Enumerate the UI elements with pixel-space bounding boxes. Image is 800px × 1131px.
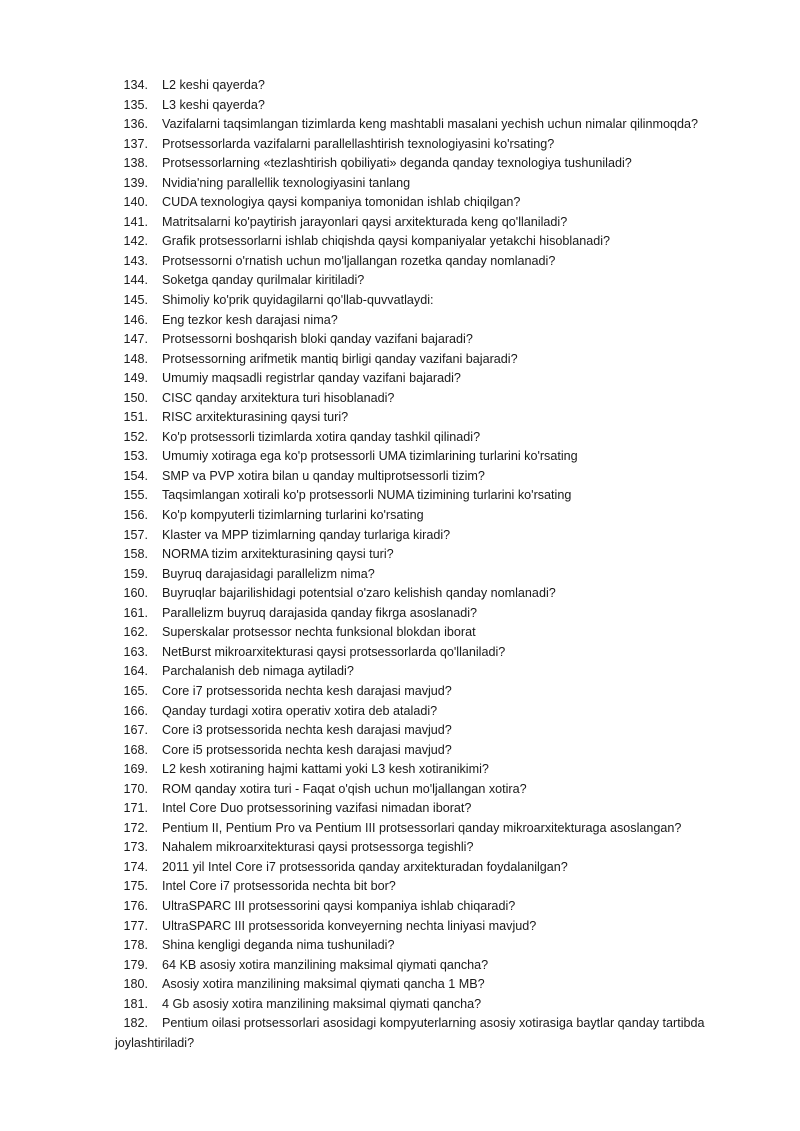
question-text: Superskalar protsessor nechta funksional blokdan iborat <box>162 625 476 640</box>
question-text: Vazifalarni taqsimlangan tizimlarda keng mashtabli masalani yechish uchun nimalar qilinmoqda? <box>162 117 698 132</box>
question-number: 150. <box>123 390 148 405</box>
question-item <box>0 565 800 585</box>
question-number: 144. <box>123 273 148 288</box>
question-number: 152. <box>123 429 148 444</box>
question-text: Nvidia'ning parallellik texnologiyasini tanlang <box>162 175 411 190</box>
question-number: 180. <box>123 977 148 992</box>
question-number: 138. <box>123 156 148 171</box>
question-text: Parallelizm buyruq darajasida qanday fikrga asoslanadi? <box>162 605 478 620</box>
question-number: 155. <box>123 488 148 503</box>
question-number: 168. <box>123 742 148 757</box>
question-item <box>0 917 800 937</box>
question-number: 160. <box>123 586 148 601</box>
question-item <box>0 897 800 917</box>
question-text: 4 Gb asosiy xotira manzilining maksimal qiymati qancha? <box>162 996 482 1011</box>
question-number: 142. <box>123 234 148 249</box>
question-item <box>0 623 800 643</box>
question-item <box>0 741 800 761</box>
question-number: 171. <box>123 801 148 816</box>
question-item <box>0 838 800 858</box>
question-item <box>0 819 800 839</box>
question-number: 166. <box>123 703 148 718</box>
question-number: 156. <box>123 508 148 523</box>
question-item <box>0 369 800 389</box>
question-number: 170. <box>123 781 148 796</box>
question-item <box>0 428 800 448</box>
question-item <box>0 643 800 663</box>
question-number: 177. <box>123 918 148 933</box>
question-item <box>0 232 800 252</box>
question-text: Protsessorlarning «tezlashtirish qobiliyati» deganda qanday texnologiya tushuniladi? <box>162 156 632 171</box>
question-item <box>0 662 800 682</box>
question-number: 167. <box>123 723 148 738</box>
question-number: 136. <box>123 117 148 132</box>
question-text: Shimoliy ko'prik quyidagilarni qo'llab-quvvatlaydi: <box>162 293 434 308</box>
question-number: 157. <box>123 527 148 542</box>
question-item <box>0 1014 800 1053</box>
question-number: 135. <box>123 97 148 112</box>
question-item <box>0 350 800 370</box>
question-text: L2 kesh xotiraning hajmi kattami yoki L3 kesh xotiranikimi? <box>162 762 489 777</box>
question-number: 182. <box>123 1016 148 1031</box>
question-item <box>0 995 800 1015</box>
question-item <box>0 506 800 526</box>
question-item <box>0 486 800 506</box>
question-number: 141. <box>123 214 148 229</box>
question-item <box>0 467 800 487</box>
question-number: 181. <box>123 996 148 1011</box>
question-text: 2011 yil Intel Core i7 protsessorida qanday arxitekturadan foydalanilgan? <box>162 859 568 874</box>
question-text: Core i3 protsessorida nechta kesh darajasi mavjud? <box>162 723 452 738</box>
question-item <box>0 447 800 467</box>
question-text: Intel Core Duo protsessorining vazifasi nimadan iborat? <box>162 801 472 816</box>
question-text: Protsessorning arifmetik mantiq birligi qanday vazifani bajaradi? <box>162 351 518 366</box>
question-item <box>0 135 800 155</box>
question-text: Pentium II, Pentium Pro va Pentium III protsessorlari qanday mikroarxitekturaga asoslangan? <box>162 820 682 835</box>
question-item <box>0 975 800 995</box>
question-text: Buyruq darajasidagi parallelizm nima? <box>162 566 375 581</box>
question-text: 64 KB asosiy xotira manzilining maksimal qiymati qancha? <box>162 957 489 972</box>
question-item <box>0 330 800 350</box>
question-item <box>0 682 800 702</box>
question-text: Protsessorni boshqarish bloki qanday vazifani bajaradi? <box>162 332 473 347</box>
question-text: RISC arxitekturasining qaysi turi? <box>162 410 349 425</box>
question-number: 147. <box>123 332 148 347</box>
question-text: Grafik protsessorlarni ishlab chiqishda qaysi kompaniyalar yetakchi hisoblanadi? <box>162 234 611 249</box>
question-item <box>0 96 800 116</box>
question-text: NORMA tizim arxitekturasining qaysi turi? <box>162 547 394 562</box>
question-item <box>0 702 800 722</box>
question-item <box>0 115 800 135</box>
question-number: 153. <box>123 449 148 464</box>
question-text: Pentium oilasi protsessorlari asosidagi kompyuterlarning asosiy xotirasiga baytlar qanday tartibda joylashtiriladi? <box>115 1016 705 1050</box>
question-item <box>0 76 800 96</box>
question-text: SMP va PVP xotira bilan u qanday multiprotsessorli tizim? <box>162 468 485 483</box>
question-number: 172. <box>123 820 148 835</box>
question-number: 159. <box>123 566 148 581</box>
question-item <box>0 799 800 819</box>
question-number: 148. <box>123 351 148 366</box>
question-number: 169. <box>123 762 148 777</box>
question-number: 145. <box>123 293 148 308</box>
question-text: Umumiy xotiraga ega ko'p protsessorli UMA tizimlarining turlarini ko'rsating <box>162 449 578 464</box>
question-item <box>0 584 800 604</box>
question-item <box>0 545 800 565</box>
question-text: Shina kengligi deganda nima tushuniladi? <box>162 938 395 953</box>
question-item <box>0 760 800 780</box>
question-number: 137. <box>123 136 148 151</box>
question-text: L2 keshi qayerda? <box>162 78 265 92</box>
question-item <box>0 408 800 428</box>
question-text: Nahalem mikroarxitekturasi qaysi protsessorga tegishli? <box>162 840 474 855</box>
question-text: Core i5 protsessorida nechta kesh darajasi mavjud? <box>162 742 452 757</box>
question-text: Ko'p protsessorli tizimlarda xotira qanday tashkil qilinadi? <box>162 429 481 444</box>
question-text: Qanday turdagi xotira operativ xotira deb ataladi? <box>162 703 438 718</box>
question-item <box>0 291 800 311</box>
question-text: Soketga qanday qurilmalar kiritiladi? <box>162 273 365 288</box>
question-item <box>0 311 800 331</box>
question-item <box>0 780 800 800</box>
question-item <box>0 858 800 878</box>
question-number: 174. <box>123 859 148 874</box>
question-text: CUDA texnologiya qaysi kompaniya tomonidan ishlab chiqilgan? <box>162 195 521 210</box>
question-item <box>0 389 800 409</box>
question-text: Taqsimlangan xotirali ko'p protsessorli NUMA tizimining turlarini ko'rsating <box>162 488 572 503</box>
question-number: 139. <box>123 175 148 190</box>
question-item <box>0 252 800 272</box>
question-text: ROM qanday xotira turi - Faqat o'qish uchun mo'ljallangan xotira? <box>162 781 527 796</box>
question-text: Matritsalarni ko'paytirish jarayonlari qaysi arxitekturada keng qo'llaniladi? <box>162 214 568 229</box>
question-text: Umumiy maqsadli registrlar qanday vazifani bajaradi? <box>162 371 461 386</box>
question-number: 176. <box>123 898 148 913</box>
question-item <box>0 956 800 976</box>
question-text: Protsessorlarda vazifalarni parallellashtirish texnologiyasini ko'rsating? <box>162 136 555 151</box>
question-number: 143. <box>123 253 148 268</box>
question-item <box>0 936 800 956</box>
question-item <box>0 174 800 194</box>
question-number: 165. <box>123 683 148 698</box>
question-number: 140. <box>123 195 148 210</box>
question-text: Asosiy xotira manzilining maksimal qiymati qancha 1 MB? <box>162 977 485 992</box>
question-number: 134. <box>123 78 148 92</box>
question-text: Parchalanish deb nimaga aytiladi? <box>162 664 354 679</box>
question-item <box>0 213 800 233</box>
question-number: 149. <box>123 371 148 386</box>
question-text: Buyruqlar bajarilishidagi potentsial o'zaro kelishish qanday nomlanadi? <box>162 586 556 601</box>
question-number: 154. <box>123 468 148 483</box>
question-item <box>0 193 800 213</box>
question-text: Intel Core i7 protsessorida nechta bit bor? <box>162 879 396 894</box>
question-number: 173. <box>123 840 148 855</box>
question-list <box>0 76 800 1053</box>
question-text: L3 keshi qayerda? <box>162 97 265 112</box>
question-item <box>0 526 800 546</box>
question-number: 179. <box>123 957 148 972</box>
question-text: UltraSPARC III protsessorida konveyerning nechta liniyasi mavjud? <box>162 918 537 933</box>
question-text: Ko'p kompyuterli tizimlarning turlarini ko'rsating <box>162 508 424 523</box>
question-item <box>0 154 800 174</box>
question-number: 175. <box>123 879 148 894</box>
question-text: NetBurst mikroarxitekturasi qaysi protsessorlarda qo'llaniladi? <box>162 644 506 659</box>
question-text: CISC qanday arxitektura turi hisoblanadi? <box>162 390 395 405</box>
question-text: UltraSPARC III protsessorini qaysi kompaniya ishlab chiqaradi? <box>162 898 516 913</box>
question-number: 151. <box>123 410 148 425</box>
question-number: 178. <box>123 938 148 953</box>
question-text: Eng tezkor kesh darajasi nima? <box>162 312 338 327</box>
question-item <box>0 271 800 291</box>
question-number: 158. <box>123 547 148 562</box>
question-number: 161. <box>123 605 148 620</box>
question-text: Core i7 protsessorida nechta kesh darajasi mavjud? <box>162 683 452 698</box>
question-number: 163. <box>123 644 148 659</box>
question-text: Protsessorni o'rnatish uchun mo'ljallangan rozetka qanday nomlanadi? <box>162 253 556 268</box>
question-number: 146. <box>123 312 148 327</box>
question-text: Klaster va MPP tizimlarning qanday turlariga kiradi? <box>162 527 451 542</box>
question-item <box>0 721 800 741</box>
question-item <box>0 877 800 897</box>
question-number: 164. <box>123 664 148 679</box>
question-number: 162. <box>123 625 148 640</box>
question-item <box>0 604 800 624</box>
